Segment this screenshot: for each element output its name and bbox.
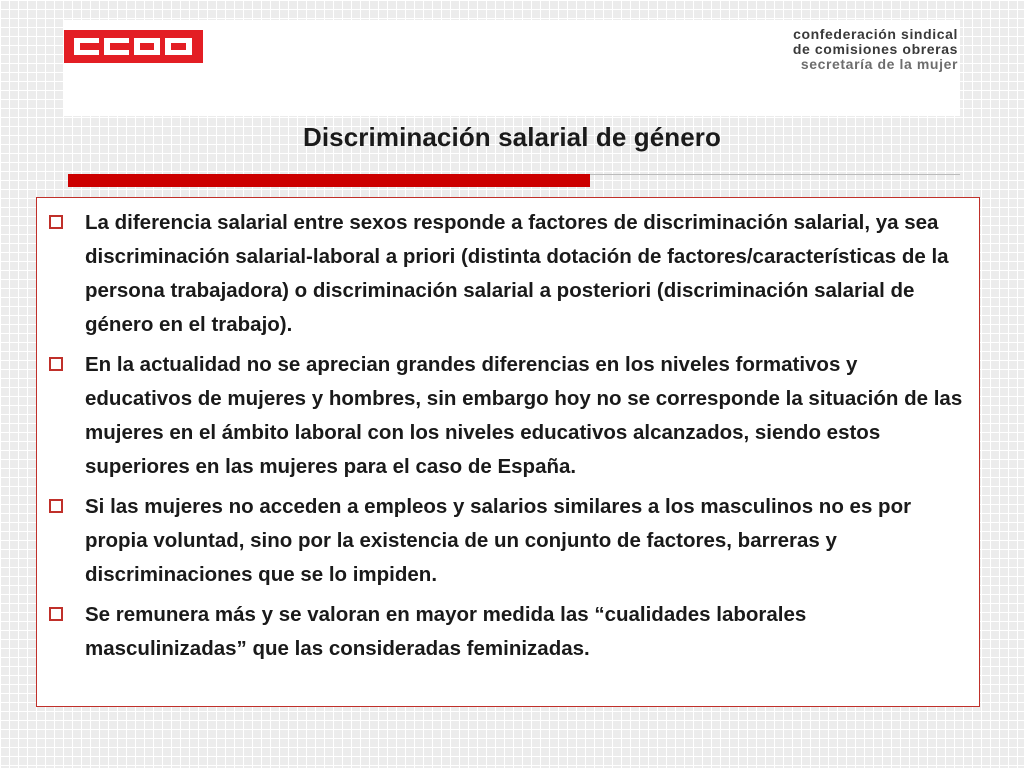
org-line-2: de comisiones obreras [792,41,958,57]
bullet-list [49,206,969,672]
title-underline-bar [68,174,590,187]
ccoo-logo-mark [64,30,203,63]
bullet-text: Se remunera más y se valoran en mayor medida las “cualidades laborales masculinizadas” que las consideradas feminizadas. [85,603,807,660]
slide-title: Discriminación salarial de género [302,122,722,152]
list-item [49,598,969,666]
bullet-text: La diferencia salarial entre sexos responde a factores de discriminación salarial, ya sea discriminación salarial-laboral a priori (distinta dotación de factores/características de la persona trabajadora) o discriminación salarial a posteriori (discriminación salarial de género en el trabajo). [85,211,949,336]
square-bullet-icon [49,357,63,371]
list-item [49,490,969,592]
list-item [49,206,969,342]
org-line-1: confederación sindical [793,26,958,42]
title-divider-line [590,174,960,175]
bullet-text: En la actualidad no se aprecian grandes diferencias en los niveles formativos y educativos de mujeres y hombres, sin embargo hoy no se corresponde la situación de las mujeres en el ámbito laboral con los niveles educativos alcanzados, siendo estos superiores en las mujeres para el caso de España. [85,353,963,478]
organization-name [793,27,958,72]
bullet-text: Si las mujeres no acceden a empleos y salarios similares a los masculinos no es por propia voluntad, sino por la existencia de un conjunto de factores, barreras y discriminaciones que se lo impiden. [85,495,912,586]
square-bullet-icon [49,215,63,229]
content-box [36,197,980,707]
org-line-3: secretaría de la mujer [800,56,958,72]
list-item [49,348,969,484]
square-bullet-icon [49,499,63,513]
square-bullet-icon [49,607,63,621]
ccoo-logo [64,30,203,63]
